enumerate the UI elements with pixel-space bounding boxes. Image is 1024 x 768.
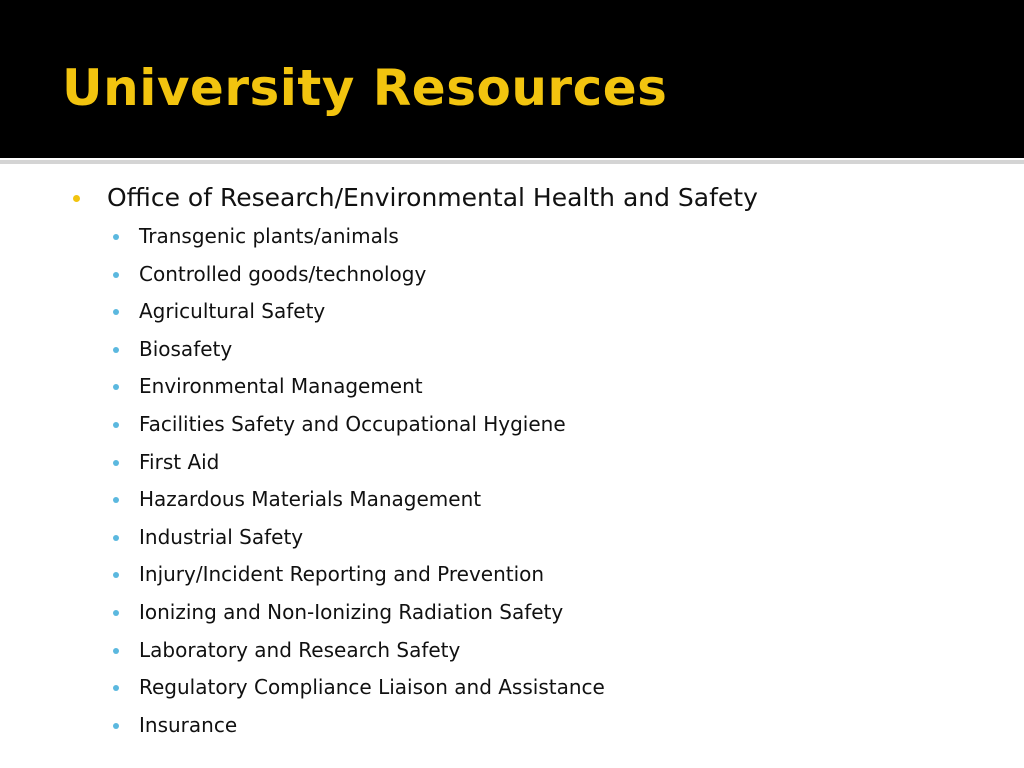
sub-bullet-label: Hazardous Materials Management: [139, 487, 482, 512]
sub-bullet-dot-icon: [113, 384, 119, 390]
sub-bullet-dot-icon: [113, 234, 119, 240]
sub-bullet-dot-icon: [113, 272, 119, 278]
sub-bullet-label: Transgenic plants/animals: [139, 224, 399, 248]
sub-bullet-label: Industrial Safety: [139, 524, 304, 549]
sub-bullet-label: Ionizing and Non-Ionizing Radiation Safety: [139, 599, 564, 624]
sub-bullet-label: Insurance: [139, 712, 238, 737]
sub-bullet-label: Facilities Safety and Occupational Hygiene: [139, 411, 566, 436]
sub-bullet-label: Environmental Management: [139, 374, 423, 399]
sub-bullet-item: [70, 444, 1000, 482]
sub-bullet-dot-icon: [113, 648, 119, 654]
sub-bullet-item: [70, 368, 1000, 406]
sub-bullet-item: [70, 331, 1000, 369]
bullet-dot-icon: [73, 195, 80, 202]
sub-bullet-item: [70, 519, 1000, 557]
sub-bullet-item: [70, 707, 1000, 745]
sub-bullet-dot-icon: [113, 497, 119, 503]
sub-bullet-item: [70, 632, 1000, 670]
sub-bullet-dot-icon: [113, 610, 119, 616]
sub-bullet-label: Agricultural Safety: [139, 299, 326, 324]
sub-bullet-label: Laboratory and Research Safety: [139, 637, 461, 662]
sub-bullet-label: Controlled goods/technology: [139, 261, 427, 286]
sub-bullet-dot-icon: [113, 347, 119, 353]
sub-bullet-dot-icon: [113, 572, 119, 578]
bullet-item-main-label: Office of Research/Environmental Health and Safety: [107, 183, 758, 212]
sub-bullet-item: [70, 556, 1000, 594]
sub-bullet-item: [70, 293, 1000, 331]
sub-bullet-dot-icon: [113, 685, 119, 691]
sub-bullet-dot-icon: [113, 460, 119, 466]
sub-bullet-list: [70, 218, 1000, 744]
sub-bullet-label: First Aid: [139, 449, 220, 474]
sub-bullet-dot-icon: [113, 309, 119, 315]
sub-bullet-dot-icon: [113, 535, 119, 541]
sub-bullet-item: [70, 481, 1000, 519]
sub-bullet-label: Regulatory Compliance Liaison and Assistance: [139, 675, 605, 700]
slide-content: [70, 178, 1000, 744]
sub-bullet-item: [70, 256, 1000, 294]
slide-title: University Resources: [62, 59, 668, 117]
sub-bullet-item: [70, 218, 1000, 256]
title-divider: [0, 160, 1024, 164]
sub-bullet-item: [70, 594, 1000, 632]
sub-bullet-item: [70, 406, 1000, 444]
sub-bullet-item: [70, 669, 1000, 707]
sub-bullet-label: Biosafety: [139, 336, 233, 361]
sub-bullet-label: Injury/Incident Reporting and Prevention: [139, 562, 545, 587]
sub-bullet-dot-icon: [113, 422, 119, 428]
sub-bullet-dot-icon: [113, 723, 119, 729]
bullet-item-main: [70, 178, 1000, 218]
